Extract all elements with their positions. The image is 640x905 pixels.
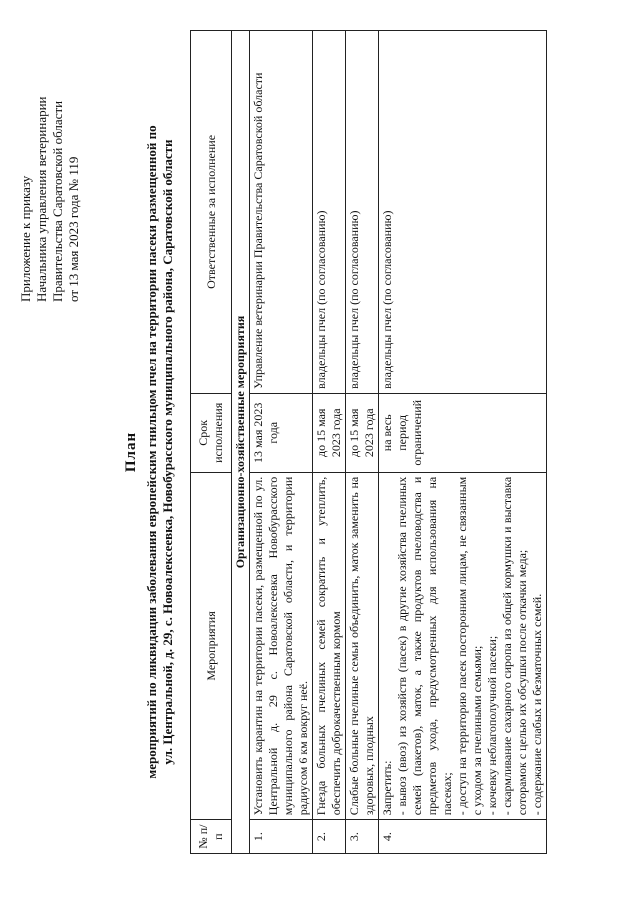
table-row xyxy=(313,31,346,854)
row-num: 4. xyxy=(379,820,547,854)
header-num: № п/п xyxy=(191,820,232,854)
appendix-line-3: Правительства Саратовской области xyxy=(50,100,65,302)
task-line: - кочевку неблагополучной пасеки; xyxy=(485,635,499,816)
table-row xyxy=(346,31,379,854)
row-responsible: владельцы пчел (по согласованию) xyxy=(379,31,547,394)
row-responsible: владельцы пчел (по согласованию) xyxy=(313,31,346,394)
document-page xyxy=(10,12,630,892)
task-line: - скармливание сахарного сиропа из общей кормушки и выставка соторамок с целью их обсушки после откачки меда; xyxy=(500,476,529,816)
row-term: до 15 мая 2023 года xyxy=(346,393,379,472)
header-task: Мероприятия xyxy=(191,472,232,819)
row-num: 1. xyxy=(250,820,313,854)
appendix-line-4: от 13 мая 2023 года № 119 xyxy=(66,156,81,302)
row-task: Установить карантин на территории пасеки, размещенной по ул. Центральной д. 29 с. Новоалексеевка Новобурасского муниципального района Саратовской области, и территории радиусом 6 км вокруг неё. xyxy=(250,472,313,819)
row-task: Гнезда больных пчелиных семей сократить и утеплить, обеспечить доброкачественным кормом xyxy=(313,472,346,819)
plan-table xyxy=(190,30,547,854)
task-line: - вывоз (ввоз) из хозяйств (пасек) в другие хозяйства пчелиных семей (пакетов), маток, а также продуктов пчеловодства и предметов ухода, предусмотренных для использования на пасеках; xyxy=(395,476,454,816)
title-line-1: мероприятий по ликвидации заболевания европейским гнильцом пчел на территории пасеки размещенной по xyxy=(144,125,159,779)
appendix-line-1: Приложение к приказу xyxy=(18,175,33,302)
row-num: 3. xyxy=(346,820,379,854)
header-term: Срок исполнения xyxy=(191,393,232,472)
row-term: 13 мая 2023 года xyxy=(250,393,313,472)
task-line: - доступ на территорию пасек посторонним лицам, не связанным с уходом за пчелиными семьями; xyxy=(455,476,484,816)
header-responsible: Ответственные за исполнение xyxy=(191,31,232,394)
row-num: 2. xyxy=(313,820,346,854)
table-row xyxy=(250,31,313,854)
title-heading: План xyxy=(123,431,139,473)
row-term: на весь период ограничений xyxy=(379,393,547,472)
task-line: Запретить: xyxy=(380,760,394,816)
appendix-note xyxy=(18,27,82,302)
row-task-list xyxy=(379,472,547,819)
row-task: Слабые больные пчелиные семьи объединить, маток заменить на здоровых, плодных xyxy=(346,472,379,819)
row-responsible: владельцы пчел (по согласованию) xyxy=(346,31,379,394)
table-header-row xyxy=(191,31,232,854)
section-title: Организационно-хозяйственные мероприятия xyxy=(232,31,250,854)
task-line: - содержание слабых и безматочных семей. xyxy=(530,593,544,816)
section-row xyxy=(232,31,250,854)
row-term: до 15 мая 2023 года xyxy=(313,393,346,472)
appendix-line-2: Начальника управления ветеринарии xyxy=(34,96,49,302)
table-row xyxy=(379,31,547,854)
title-line-2: ул. Центральной, д. 29, с. Новоалексеевка, Новобурасского муниципального района, Саратовской области xyxy=(160,139,175,765)
document-title xyxy=(122,12,176,892)
row-responsible: Управление ветеринарии Правительства Саратовской области xyxy=(250,31,313,394)
